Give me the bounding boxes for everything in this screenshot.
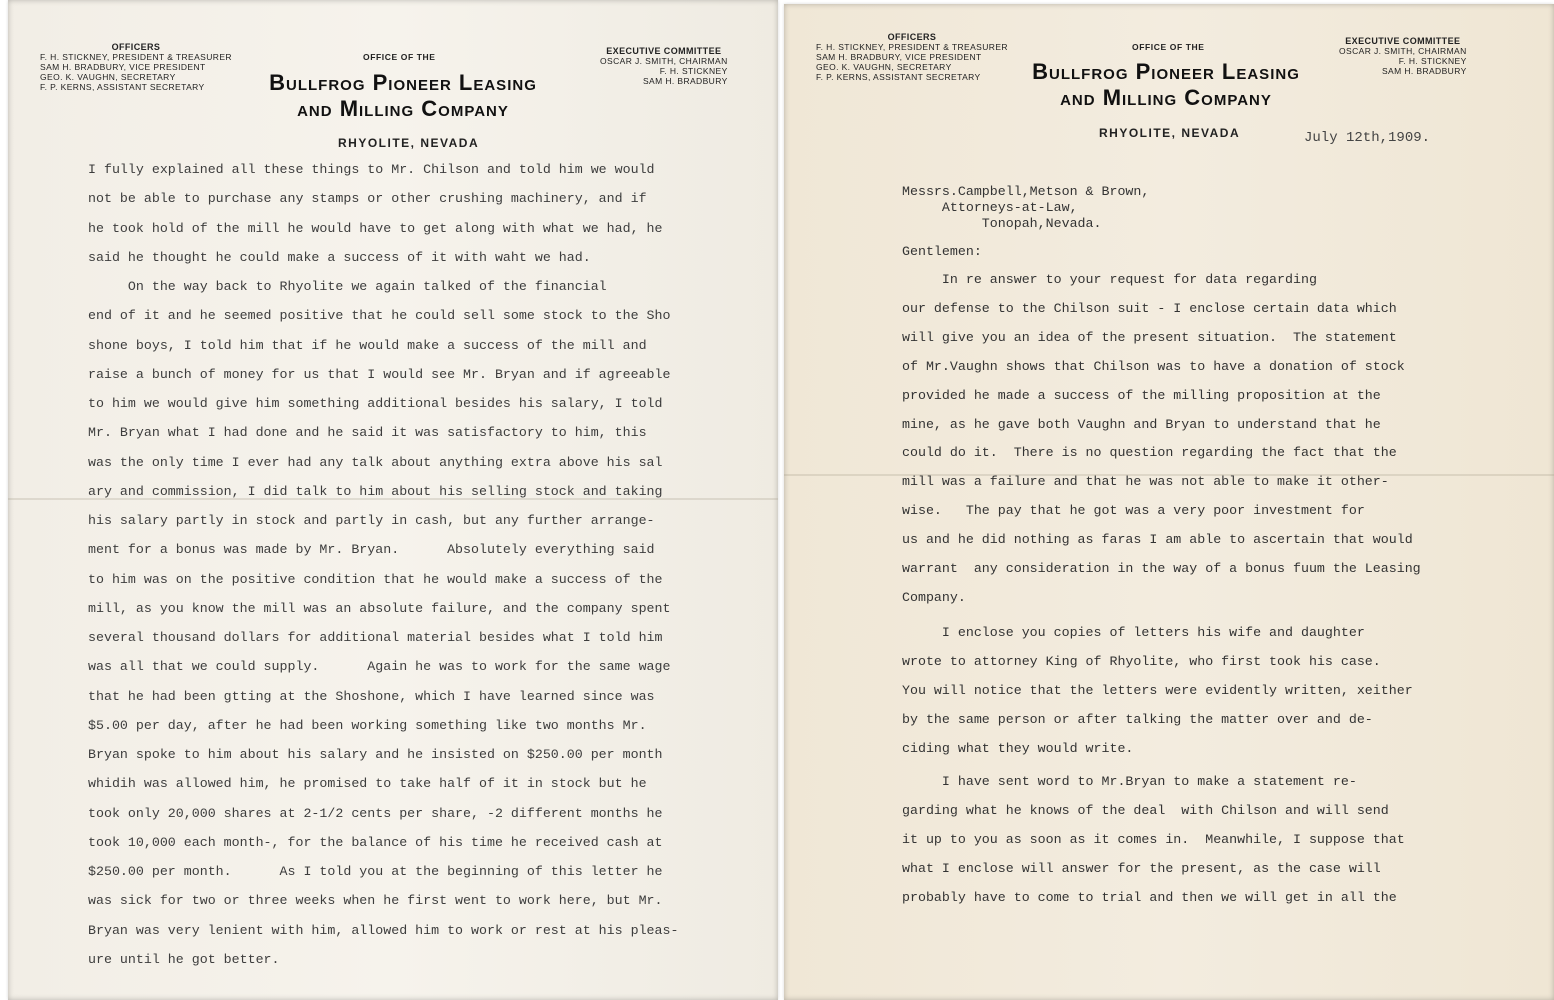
typed-line: by the same person or after talking the matter over and de- bbox=[902, 712, 1373, 727]
typed-line: could do it. There is no question regarding the fact that the bbox=[902, 445, 1397, 460]
company-name-line1: Bullfrog Pioneer Leasing bbox=[269, 70, 537, 95]
typed-line: provided he made a success of the milling proposition at the bbox=[902, 388, 1381, 403]
typed-line: ciding what they would write. bbox=[902, 741, 1134, 756]
typed-line: In re answer to your request for data regarding bbox=[902, 272, 1317, 287]
exec-line: SAM H. BRADBURY bbox=[642, 76, 728, 86]
typed-line: ure until he got better. bbox=[88, 952, 280, 967]
typed-line: whidih was allowed him, he promised to take half of it in stock but he bbox=[88, 776, 647, 791]
left-letter-page bbox=[8, 0, 778, 1000]
typed-line: Company. bbox=[902, 590, 966, 605]
typed-line: probably have to come to trial and then we will get in all the bbox=[902, 890, 1397, 905]
typed-line: us and he did nothing as faras I am able to ascertain that would bbox=[902, 532, 1413, 547]
exec-title: EXECUTIVE COMMITTEE bbox=[1345, 36, 1461, 46]
company-name-line2: and Milling Company bbox=[1060, 85, 1272, 110]
typed-line: it up to you as soon as it comes in. Meanwhile, I suppose that bbox=[902, 832, 1405, 847]
typed-line: Bryan spoke to him about his salary and he insisted on $250.00 per month bbox=[88, 747, 663, 762]
typed-line: was all that we could supply. Again he was to work for the same wage bbox=[88, 659, 671, 674]
typed-line: took only 20,000 shares at 2-1/2 cents per share, -2 different months he bbox=[88, 806, 663, 821]
typed-line: $5.00 per day, after he had been working something like two months Mr. bbox=[88, 718, 647, 733]
typed-line: his salary partly in stock and partly in cash, but any further arrange- bbox=[88, 513, 655, 528]
typed-line: I fully explained all these things to Mr. Chilson and told him we would bbox=[88, 162, 655, 177]
typed-line: to him we would give him something additional besides his salary, I told bbox=[88, 396, 663, 411]
officer-line: F. H. STICKNEY, PRESIDENT & TREASURER bbox=[816, 42, 1008, 52]
company-name-line2: and Milling Company bbox=[297, 96, 509, 121]
typed-line: what I enclose will answer for the present, as the case will bbox=[902, 861, 1381, 876]
typed-line: Attorneys-at-Law, bbox=[902, 200, 1078, 215]
typed-line: Bryan was very lenient with him, allowed him to work or rest at his pleas- bbox=[88, 923, 679, 938]
officers-title: OFFICERS bbox=[111, 42, 161, 52]
typed-line: said he thought he could make a success of it with waht we had. bbox=[88, 250, 591, 265]
company-name-line1: Bullfrog Pioneer Leasing bbox=[1032, 59, 1300, 84]
exec-line: F. H. STICKNEY bbox=[1398, 56, 1467, 66]
location-label: RHYOLITE, NEVADA bbox=[338, 136, 480, 150]
officer-line: F. H. STICKNEY, PRESIDENT & TREASURER bbox=[40, 52, 232, 62]
exec-line: F. H. STICKNEY bbox=[659, 66, 728, 76]
typed-line: wrote to attorney King of Rhyolite, who first took his case. bbox=[902, 654, 1381, 669]
typed-line: ment for a bonus was made by Mr. Bryan. Absolutely everything said bbox=[88, 542, 655, 557]
company-name bbox=[233, 70, 573, 122]
typed-line: garding what he knows of the deal with Chilson and will send bbox=[902, 803, 1389, 818]
typed-line: You will notice that the letters were evidently written, xeither bbox=[902, 683, 1413, 698]
typed-line: our defense to the Chilson suit - I enclose certain data which bbox=[902, 301, 1397, 316]
typed-line: Gentlemen: bbox=[902, 244, 982, 259]
typed-line: several thousand dollars for additional material besides what I told him bbox=[88, 630, 663, 645]
typed-line: ary and commission, I did talk to him about his selling stock and taking bbox=[88, 484, 663, 499]
typed-line: shone boys, I told him that if he would make a success of the mill and bbox=[88, 338, 647, 353]
typed-line: he took hold of the mill he would have to get along with what we had, he bbox=[88, 221, 663, 236]
officer-line: SAM H. BRADBURY, VICE PRESIDENT bbox=[40, 62, 206, 72]
typed-line: warrant any consideration in the way of a bonus fuum the Leasing bbox=[902, 561, 1421, 576]
typed-line: mine, as he gave both Vaughn and Bryan to understand that he bbox=[902, 417, 1381, 432]
typed-line: mill was a failure and that he was not able to make it other- bbox=[902, 474, 1389, 489]
typed-line: to him was on the positive condition that he would make a success of the bbox=[88, 572, 663, 587]
typed-line: mill, as you know the mill was an absolute failure, and the company spent bbox=[88, 601, 671, 616]
typed-line: will give you an idea of the present situation. The statement bbox=[902, 330, 1397, 345]
typed-line: wise. The pay that he got was a very poor investment for bbox=[902, 503, 1365, 518]
officers-block bbox=[40, 42, 232, 92]
company-name bbox=[996, 59, 1336, 111]
executive-committee-block bbox=[600, 46, 728, 86]
typed-line: On the way back to Rhyolite we again talked of the financial bbox=[88, 279, 607, 294]
typed-line: was sick for two or three weeks when he first went to work here, but Mr. bbox=[88, 893, 663, 908]
officer-line: F. P. KERNS, ASSISTANT SECRETARY bbox=[40, 82, 205, 92]
right-letter-page bbox=[784, 4, 1554, 1000]
exec-line: SAM H. BRADBURY bbox=[1381, 66, 1467, 76]
typed-line: that he had been gtting at the Shoshone, which I have learned since was bbox=[88, 689, 655, 704]
typed-line: of Mr.Vaughn shows that Chilson was to have a donation of stock bbox=[902, 359, 1405, 374]
typed-line: Mr. Bryan what I had done and he said it was satisfactory to him, this bbox=[88, 425, 647, 440]
location-label: RHYOLITE, NEVADA bbox=[1099, 126, 1241, 140]
exec-line: OSCAR J. SMITH, CHAIRMAN bbox=[1339, 46, 1467, 56]
typed-line: I enclose you copies of letters his wife and daughter bbox=[902, 625, 1365, 640]
typed-line: was the only time I ever had any talk about anything extra above his sal bbox=[88, 455, 663, 470]
typed-line: Tonopah,Nevada. bbox=[902, 216, 1102, 231]
officer-line: F. P. KERNS, ASSISTANT SECRETARY bbox=[816, 72, 981, 82]
typed-line: $250.00 per month. As I told you at the beginning of this letter he bbox=[88, 864, 663, 879]
typed-line: not be able to purchase any stamps or other crushing machinery, and if bbox=[88, 191, 647, 206]
officer-line: GEO. K. VAUGHN, SECRETARY bbox=[816, 62, 952, 72]
letter-date: July 12th,1909. bbox=[1304, 130, 1431, 146]
typed-line: I have sent word to Mr.Bryan to make a statement re- bbox=[902, 774, 1357, 789]
typed-line: took 10,000 each month-, for the balance of his time he received cash at bbox=[88, 835, 663, 850]
officer-line: GEO. K. VAUGHN, SECRETARY bbox=[40, 72, 176, 82]
officer-line: SAM H. BRADBURY, VICE PRESIDENT bbox=[816, 52, 982, 62]
exec-title: EXECUTIVE COMMITTEE bbox=[606, 46, 722, 56]
office-of-label: OFFICE OF THE bbox=[363, 52, 436, 62]
typed-line: raise a bunch of money for us that I would see Mr. Bryan and if agreeable bbox=[88, 367, 671, 382]
officers-title: OFFICERS bbox=[887, 32, 937, 42]
typed-line: Messrs.Campbell,Metson & Brown, bbox=[902, 184, 1150, 199]
officers-block bbox=[816, 32, 1008, 82]
exec-line: OSCAR J. SMITH, CHAIRMAN bbox=[600, 56, 728, 66]
office-of-label: OFFICE OF THE bbox=[1132, 42, 1205, 52]
executive-committee-block bbox=[1339, 36, 1467, 76]
typed-line: end of it and he seemed positive that he could sell some stock to the Sho bbox=[88, 308, 671, 323]
